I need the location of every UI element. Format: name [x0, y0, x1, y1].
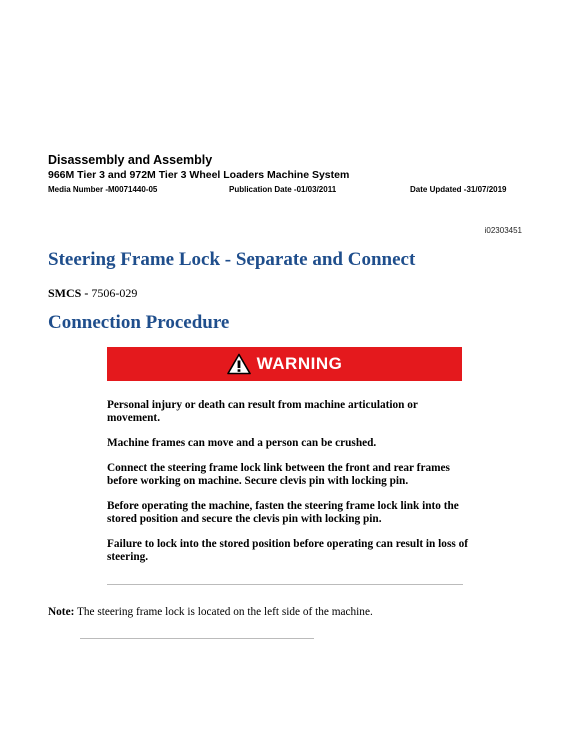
smcs-code [48, 286, 137, 301]
page-title: Steering Frame Lock - Separate and Connect [48, 249, 416, 270]
warning-paragraph: Machine frames can move and a person can be crushed. [107, 437, 377, 449]
warning-banner [107, 347, 462, 381]
divider [80, 638, 314, 639]
document-id: i02303451 [484, 226, 522, 235]
note [48, 606, 373, 618]
warning-paragraph: Failure to lock into the stored position before operating can result in loss of steering. [107, 538, 468, 563]
doc-subtitle: 966M Tier 3 and 972M Tier 3 Wheel Loaders Machine System [48, 169, 350, 181]
doc-category-title: Disassembly and Assembly [48, 153, 213, 167]
warning-paragraph: Connect the steering frame lock link between the front and rear frames before working on machine. Secure clevis pin with locking pin. [107, 462, 450, 487]
date-updated: Date Updated -31/07/2019 [410, 185, 507, 194]
smcs-value: 7506-029 [91, 286, 138, 300]
note-text: The steering frame lock is located on the left side of the machine. [76, 606, 373, 618]
warning-text [107, 399, 469, 576]
section-title: Connection Procedure [48, 312, 230, 333]
smcs-label: SMCS - [48, 286, 89, 300]
publication-date: Publication Date -01/03/2011 [229, 185, 337, 194]
warning-label: WARNING [256, 354, 343, 373]
note-label: Note: [48, 606, 75, 618]
warning-paragraph: Before operating the machine, fasten the steering frame lock link into the stored position and secure the clevis pin with locking pin. [107, 500, 459, 525]
warning-triangle-icon [227, 353, 251, 375]
media-number: Media Number -M0071440-05 [48, 185, 158, 194]
divider [107, 584, 463, 585]
warning-paragraph: Personal injury or death can result from machine articulation or movement. [107, 399, 418, 424]
